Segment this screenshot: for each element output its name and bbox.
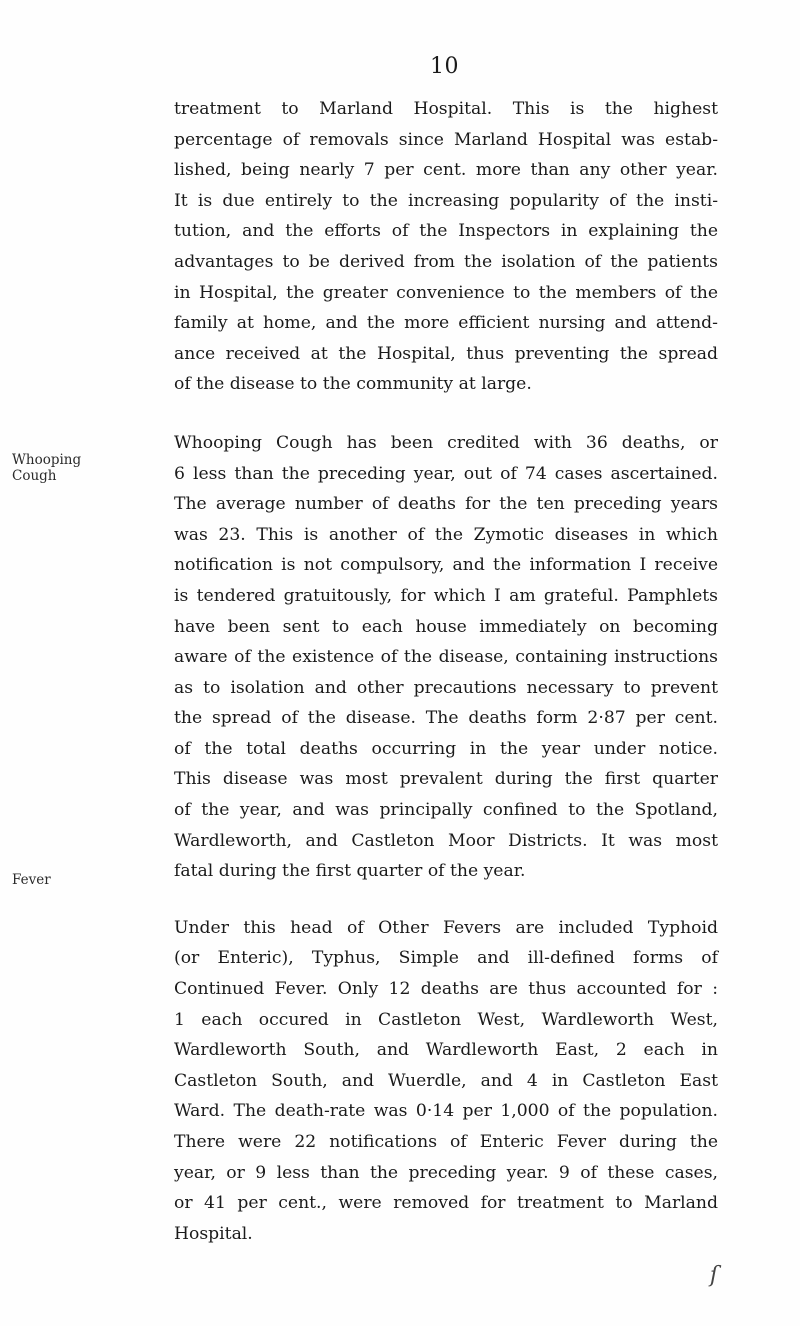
margin-note-line: Cough [12, 468, 57, 484]
text-line: (or Enteric), Typhus, Simple and ill-defined forms of [174, 948, 718, 969]
text-line: fatal during the first quarter of the year. [174, 861, 526, 882]
margin-note-whooping-cough [12, 452, 81, 484]
text-line: advantages to be derived from the isolation of the patients [174, 251, 718, 272]
text-line: ance received at the Hospital, thus preventing the spread [174, 343, 718, 364]
text-line: Ward. The death-rate was 0·14 per 1,000 of the population. [174, 1101, 718, 1122]
margin-note-line: Whooping [12, 452, 82, 468]
paragraph-fever [174, 913, 718, 1250]
text-line: the spread of the disease. The deaths form 2·87 per cent. [174, 708, 718, 729]
text-line: The average number of deaths for the ten preceding years [174, 494, 718, 515]
stray-mark: ſ [709, 1263, 718, 1288]
text-line: have been sent to each house immediately on becoming [174, 616, 718, 637]
text-line: Continued Fever. Only 12 deaths are thus accounted for : [174, 979, 718, 1000]
main-text [174, 94, 718, 1249]
text-line: 6 less than the preceding year, out of 74 cases ascertained. [174, 463, 718, 484]
paragraph-whooping-cough [174, 428, 718, 887]
text-line: Wardleworth South, and Wardleworth East, 2 each in [174, 1040, 718, 1061]
text-line: Wardleworth, and Castleton Moor Districts. It was most [174, 830, 718, 851]
text-line: is tendered gratuitously, for which I am grateful. Pamphlets [174, 585, 718, 606]
text-line: Castleton South, and Wuerdle, and 4 in Castleton East [174, 1070, 718, 1091]
page-number: 10 [430, 54, 459, 79]
text-line: percentage of removals since Marland Hospital was estab- [174, 129, 718, 150]
text-line: Whooping Cough has been credited with 36 deaths, or [174, 432, 718, 453]
text-line: was 23. This is another of the Zymotic diseases in which [174, 524, 718, 545]
text-line: of the total deaths occurring in the year under notice. [174, 738, 718, 759]
text-line: treatment to Marland Hospital. This is the highest [174, 99, 718, 119]
text-line: family at home, and the more efficient nursing and attend- [174, 313, 718, 334]
text-line: year, or 9 less than the preceding year. 9 of these cases, [174, 1162, 718, 1183]
text-line: or 41 per cent., were removed for treatment to Marland [174, 1193, 718, 1214]
text-line: There were 22 notifications of Enteric Fever during the [174, 1132, 718, 1152]
paragraph-marland-removals [174, 94, 718, 400]
text-line: This disease was most prevalent during the first quarter [174, 769, 718, 790]
margin-note-line: Fever [12, 872, 51, 888]
text-line: Hospital. [174, 1223, 253, 1244]
text-line: 1 each occured in Castleton West, Wardleworth West, [174, 1009, 718, 1030]
text-line: tution, and the efforts of the Inspectors in explaining the [174, 221, 718, 242]
text-line: It is due entirely to the increasing popularity of the insti- [174, 190, 718, 211]
text-line: aware of the existence of the disease, containing instructions [174, 647, 718, 668]
margin-note-fever [12, 872, 51, 888]
text-line: of the year, and was principally confined to the Spotland, [174, 800, 718, 821]
text-line: as to isolation and other precautions necessary to prevent [174, 677, 718, 698]
text-line: notification is not compulsory, and the information I receive [174, 555, 718, 576]
text-line: Under this head of Other Fevers are included Typhoid [174, 917, 718, 938]
text-line: in Hospital, the greater convenience to the members of the [174, 282, 718, 303]
text-line: lished, being nearly 7 per cent. more than any other year. [174, 160, 718, 181]
text-line: of the disease to the community at large. [174, 374, 532, 395]
